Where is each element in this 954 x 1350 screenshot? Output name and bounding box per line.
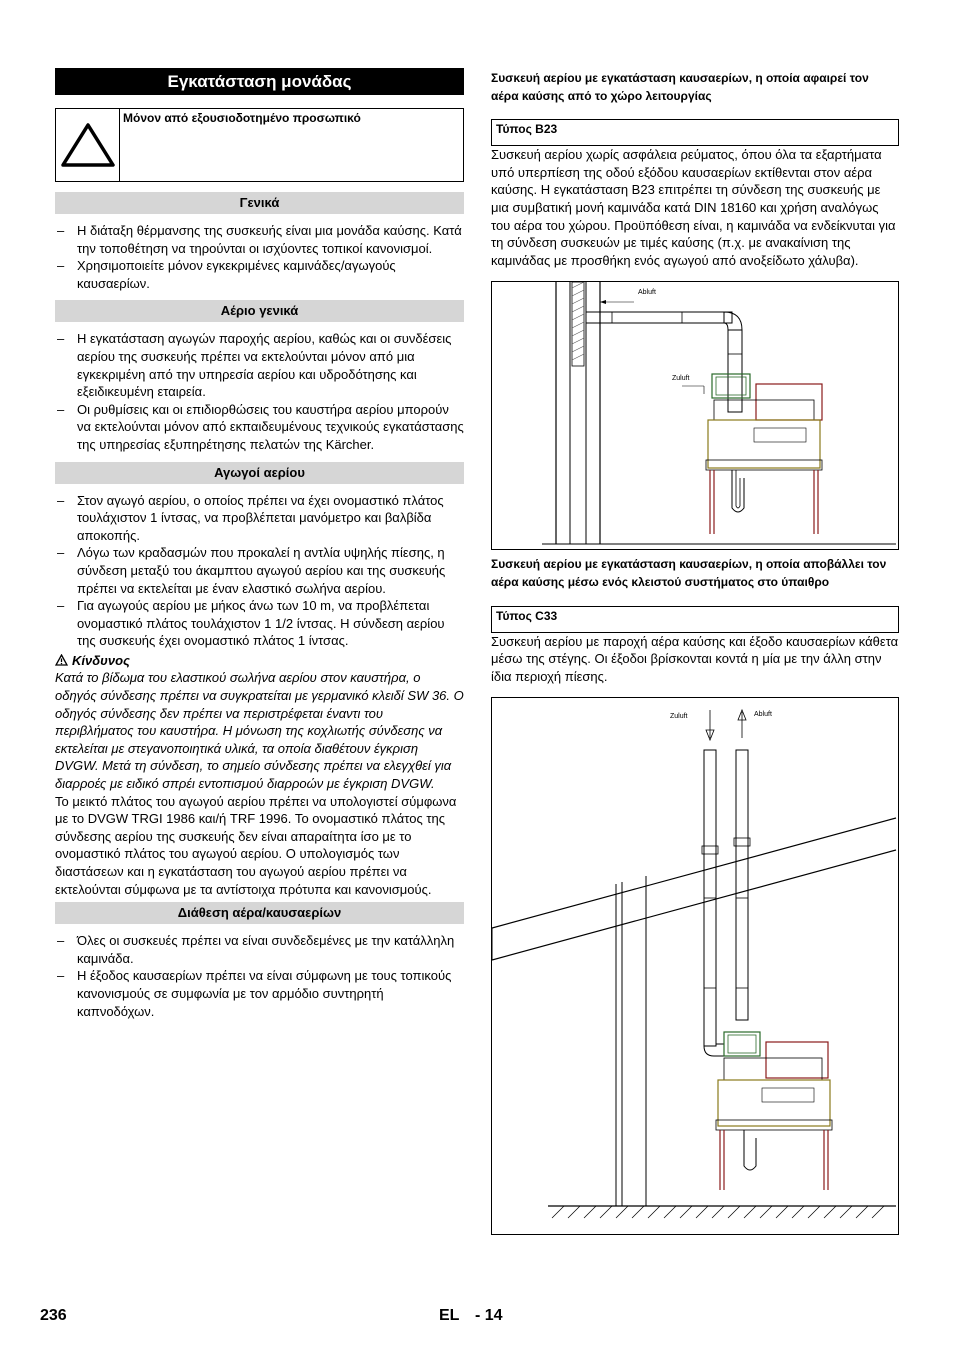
warning-box <box>55 108 464 182</box>
left-column <box>55 68 464 1020</box>
c33-diagram <box>492 698 898 1234</box>
page-number: 236 <box>40 1307 67 1324</box>
warning-text: Μόνον από εξουσιοδοτημένο προσωπικό <box>123 111 361 125</box>
b23-type-box: Τύπος B23 <box>491 119 899 146</box>
heading-general: Γενικά <box>55 192 464 214</box>
exhaust-list <box>55 932 464 1020</box>
b23-diagram <box>492 282 898 549</box>
c33-zuluft-label: Zuluft <box>670 713 688 721</box>
b23-zuluft-label: Zuluft <box>672 375 690 383</box>
right-column <box>491 70 899 1235</box>
list-item: – Όλες οι συσκευές πρέπει να είναι συνδεδεμένες με την κατάλληλη καμινάδα. <box>55 932 464 967</box>
b23-text: Συσκευή αερίου χωρίς ασφάλεια ρεύματος, όπου όλα τα εξαρτήματα υπό υπερπίεση της οδού εξόδου καυσαερίων εκτίθενται στον αέρα καύσης. Η εγκατάσταση B23 επιτρέπει τη σύνδεση της συσκευής με μια συμβατική μονή καμινάδα κατά DIN 18160 και χρήση αναλόγως του αέρα του χώρου. Προϋπόθεση είναι, η καμινάδα να ενδείκνυται για τη σύνδεση συσκευών με τιμές καύσης (π.χ. με ανακαίνιση της καμινάδας με προσθήκη ενός αγωγού από ανοξείδωτο χάλυβα). <box>491 147 896 268</box>
list-item: – Η εγκατάσταση αγωγών παροχής αερίου, καθώς και οι συνδέσεις αερίου της συσκευής πρέπει να εκτελούνται μόνον από μια εγκεκριμένη από την υπηρεσία αερίου και υδροδότησης και εξειδικευμένη εταιρεία. <box>55 330 464 400</box>
b23-heading: Συσκευή αερίου με εγκατάσταση καυσαερίων, η οποία αφαιρεί τον αέρα καύσης από το χώρο λειτουργίας <box>491 71 869 103</box>
list-item: – Η διάταξη θέρμανσης της συσκευής είναι μια μονάδα καύσης. Κατά την τοποθέτηση να τηρούνται οι ισχύοντες τοπικοί κανονισμοί. <box>55 222 464 257</box>
warning-triangle-icon <box>60 121 116 169</box>
list-item: – Οι ρυθμίσεις και οι επιδιορθώσεις του καυστήρα αερίου μπορούν να εκτελούνται μόνον από εκπαιδευμένους τεχνικούς εγκατάστασης της υπηρεσίας εξυπηρέτησης πελατών της Kärcher. <box>55 401 464 454</box>
sub-page-number: - 14 <box>475 1307 503 1324</box>
section-title: Εγκατάσταση μονάδας <box>55 68 464 95</box>
b23-figure <box>491 281 899 550</box>
c33-text: Συσκευή αερίου με παροχή αέρα καύσης και έξοδο καυσαερίων κάθετα μέσω της στέγης. Οι έξοδοι βρίσκονται κοντά η μία με την άλλη στην ίδια περιοχή πίεσης. <box>491 633 899 684</box>
language-code: EL <box>439 1307 460 1324</box>
list-item: – Στον αγωγό αερίου, ο οποίος πρέπει να έχει ονομαστικό πλάτος τουλάχιστον 1 ίντσας, να προβλέπεται μανόμετρο και βαλβίδα αποκοπής. <box>55 492 464 545</box>
list-item: – Λόγω των κραδασμών που προκαλεί η αντλία υψηλής πίεσης, η σύνδεση μεταξύ του άκαμπτου αγωγού αερίου και της συσκευής πρέπει να εκτελείται με έναν ελαστικό σωλήνα αερίου. <box>55 544 464 597</box>
c33-abluft-label: Abluft <box>754 711 772 719</box>
danger-heading <box>55 652 464 670</box>
heading-gas-general: Αέριο γενικά <box>55 300 464 322</box>
list-item: – Χρησιμοποιείτε μόνον εγκεκριμένες καμινάδες/αγωγούς καυσαερίων. <box>55 257 464 292</box>
c33-figure <box>491 697 899 1235</box>
heading-exhaust: Διάθεση αέρα/καυσαερίων <box>55 902 464 924</box>
warning-icon-cell <box>56 109 120 181</box>
list-item: – Για αγωγούς αερίου με μήκος άνω των 10 m, να προβλέπεται ονομαστικό πλάτος τουλάχιστον 1 1/2 ίντσας. Η σύνδεση αερίου της συσκευής έχει ονομαστικό πλάτος 1 ίντσας. <box>55 597 464 650</box>
b23-abluft-label: Abluft <box>638 289 656 297</box>
list-item: – Η έξοδος καυσαερίων πρέπει να είναι σύμφωνη με τους τοπικούς κανονισμούς σε συμφωνία με τον αρμόδιο συντηρητή καπνοδόχων. <box>55 967 464 1020</box>
c33-type-box: Τύπος C33 <box>491 606 899 633</box>
danger-triangle-icon <box>55 654 68 666</box>
general-list <box>55 222 464 292</box>
gas-general-list <box>55 330 464 453</box>
gas-pipes-list <box>55 492 464 650</box>
heading-gas-pipes: Αγωγοί αερίου <box>55 462 464 484</box>
c33-heading: Συσκευή αερίου με εγκατάσταση καυσαερίων, η οποία αποβάλλει τον αέρα καύσης μέσω ενός κλειστού συστήματος στο ύπαιθρο <box>491 557 887 589</box>
danger-label: Κίνδυνος <box>72 652 130 668</box>
danger-text: Κατά το βίδωμα του ελαστικού σωλήνα αερίου στον καυστήρα, ο οδηγός σύνδεσης πρέπει να συγκρατείται με γερμανικό κλειδί SW 36. Ο οδηγός σύνδεσης δεν πρέπει να περιστρέφεται έναντι του περιβλήματος του καυστήρα. Η μόνωση της κοχλιωτής σύνδεσης να εκτελείται με στεγανοποιητικά υλικά, τα οποία διαθέτουν έγκριση DVGW. Μετά τη σύνδεση, το σημείο σύνδεσης πρέπει να ελεγχθεί για διαρροές με ειδικό σπρέι εντοπισμού διαρροών με έγκριση DVGW. <box>55 670 464 792</box>
gas-pipes-paragraph: Το μεικτό πλάτος του αγωγού αερίου πρέπει να υπολογιστεί σύμφωνα με το DVGW TRGI 1986 και/ή TRF 1996. Το ονομαστικό πλάτος της σύνδεσης αερίου της συσκευής δεν είναι απαραίτητα ίσο με το ονομαστικό πλάτος του αγωγού αερίου. Ο υπολογισμός των διαστάσεων και η εγκατάσταση του αγωγού αερίου πρέπει να εκτελούνται σύμφωνα με τα αντίστοιχα πρότυπα και κανονισμούς. <box>55 793 457 897</box>
